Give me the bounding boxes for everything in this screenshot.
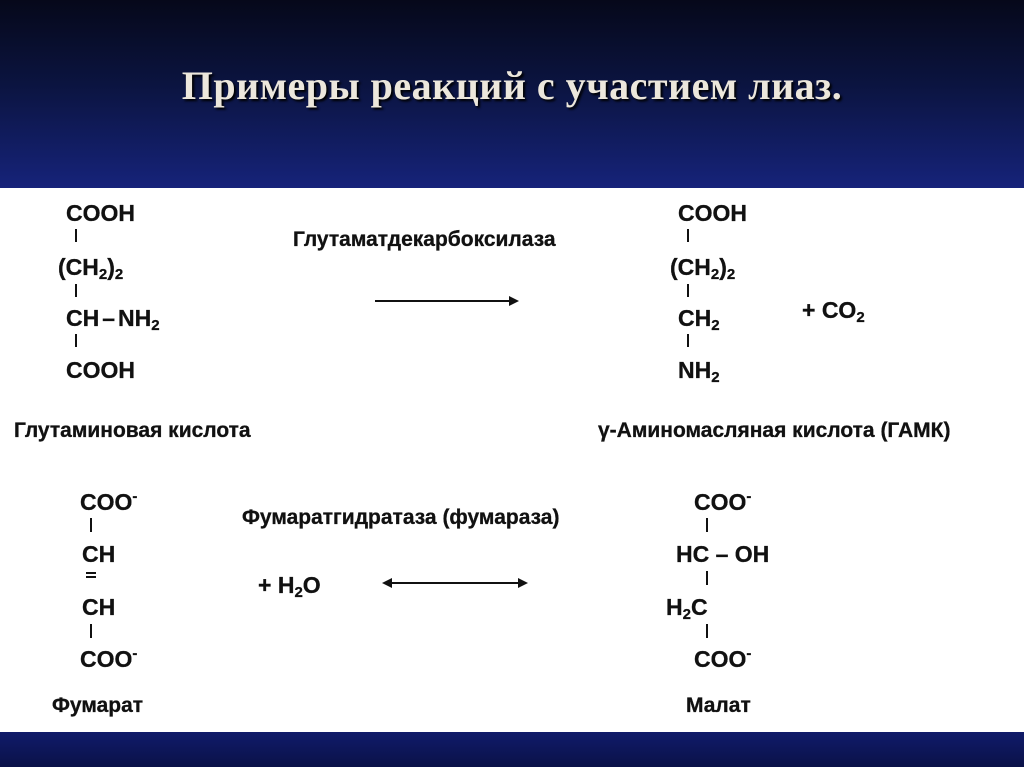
product1-ch2: $CH_2$: [678, 305, 720, 334]
product1-name: γ-Аминомасляная кислота (ГАМК): [598, 419, 951, 442]
co2-coproduct: + $CO_2$: [802, 297, 865, 326]
substrate1-ch-nh2: CH – $NH_2$: [66, 305, 160, 334]
bond: [75, 229, 77, 242]
slide-header: [0, 0, 1024, 188]
product2-coo-top: COO-: [694, 488, 752, 515]
reactions-panel: [0, 188, 1024, 732]
slide-title: Примеры реакций с участием лиаз.: [181, 63, 843, 108]
substrate2-coo-top: COO-: [80, 488, 138, 515]
enzyme2-name: Фумаратгидратаза (фумараза): [242, 506, 560, 529]
product2-coo-bottom: COO-: [694, 645, 752, 672]
enzyme1-name: Глутаматдекарбоксилаза: [293, 228, 556, 251]
bond: [687, 284, 689, 297]
double-bond: [86, 572, 96, 578]
water-reagent: + $H_2O$: [258, 572, 321, 601]
substrate1-cooh-bottom: COOH: [66, 357, 135, 383]
bond: [706, 571, 708, 585]
reversible-arrow-icon: [382, 576, 528, 590]
bond: [75, 284, 77, 297]
product2-hc-oh: HC – OH: [676, 541, 770, 567]
product1-cooh: COOH: [678, 200, 747, 226]
substrate2-name: Фумарат: [52, 694, 144, 717]
bond: [687, 334, 689, 347]
substrate2-ch-bottom: CH: [82, 594, 116, 620]
substrate2-ch-top: CH: [82, 541, 116, 567]
substrate1-ch2-group: $(CH_2)_2$: [58, 254, 124, 283]
slide-footer-band: [0, 732, 1024, 767]
forward-arrow-icon: [375, 294, 519, 308]
bond: [706, 624, 708, 638]
bond: [687, 229, 689, 242]
product2-h2c: $H_2C$: [666, 594, 708, 623]
bond: [90, 624, 92, 638]
bond: [90, 518, 92, 532]
substrate1-cooh-top: COOH: [66, 200, 135, 226]
product1-ch2-group: $(CH_2)_2$: [670, 254, 736, 283]
bond: [706, 518, 708, 532]
product2-name: Малат: [686, 694, 751, 717]
substrate1-name: Глутаминовая кислота: [14, 419, 251, 442]
bond: [75, 334, 77, 347]
substrate2-coo-bottom: COO-: [80, 645, 138, 672]
product1-nh2: $NH_2$: [678, 357, 720, 386]
